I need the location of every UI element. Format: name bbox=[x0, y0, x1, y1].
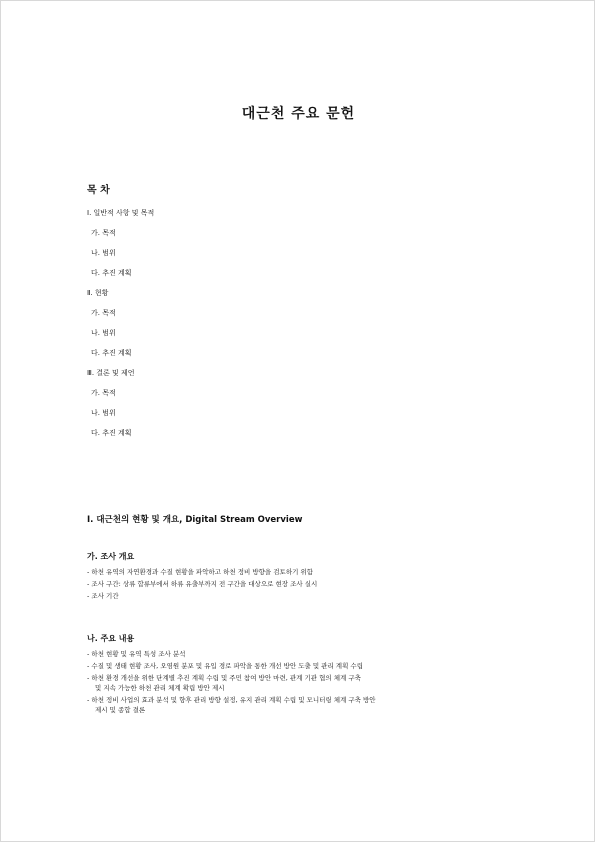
bullet-item bbox=[87, 696, 517, 714]
section-title: Ⅰ. 대근천의 현황 및 개요, Digital Stream Overview bbox=[87, 515, 303, 525]
bullet-item bbox=[87, 592, 517, 600]
toc-item: Ⅱ. 현황 bbox=[87, 289, 109, 297]
bullet-continuation: 및 지속 가능한 하천 관리 체계 확립 방안 제시 bbox=[95, 684, 225, 692]
toc-item: Ⅰ. 일반적 사항 및 목적 bbox=[87, 209, 155, 217]
bullet-item bbox=[87, 674, 517, 692]
toc-item: 나. 범위 bbox=[91, 329, 116, 337]
subsection-bullets bbox=[87, 650, 517, 714]
toc-item: 가. 목적 bbox=[91, 309, 116, 317]
subsection-bullets bbox=[87, 568, 517, 600]
toc-item: 다. 추진 계획 bbox=[91, 349, 132, 357]
toc-list bbox=[87, 208, 507, 438]
toc-item: 가. 목적 bbox=[91, 229, 116, 237]
bullet-continuation: 제시 및 종합 결론 bbox=[95, 706, 146, 714]
toc-item: 나. 범위 bbox=[91, 409, 116, 417]
toc-item: 가. 목적 bbox=[91, 389, 116, 397]
bullet-text: - 수질 및 생태 현황 조사, 오염원 분포 및 유입 경로 파악을 통한 개선 방안 도출 및 관리 계획 수립 bbox=[87, 662, 363, 670]
bullet-item bbox=[87, 580, 517, 588]
subsection-heading: 나. 주요 내용 bbox=[87, 634, 135, 643]
toc-item: 다. 추진 계획 bbox=[91, 269, 132, 277]
bullet-text: - 하천 유역의 자연환경과 수질 현황을 파악하고 하천 정비 방향을 검토하기 위함 bbox=[87, 568, 314, 576]
bullet-text: - 하천 정비 사업의 효과 분석 및 향후 관리 방향 설정, 유지 관리 계획 수립 및 모니터링 체계 구축 방안 bbox=[87, 696, 376, 704]
bullet-item bbox=[87, 650, 517, 658]
table-of-contents bbox=[87, 181, 507, 448]
toc-item: 나. 범위 bbox=[91, 249, 116, 257]
page-title: 대근천 주요 문헌 bbox=[241, 106, 356, 122]
subsection-2 bbox=[87, 633, 517, 718]
bullet-item bbox=[87, 568, 517, 576]
subsection-1 bbox=[87, 551, 517, 604]
bullet-text: - 하천 현황 및 유역 특성 조사 분석 bbox=[87, 650, 186, 658]
toc-heading: 목 차 bbox=[87, 185, 110, 196]
toc-item: Ⅲ. 결론 및 제언 bbox=[87, 369, 135, 377]
bullet-text: - 하천 환경 개선을 위한 단계별 추진 계획 수립 및 주민 참여 방안 마련, 관계 기관 협의 체계 구축 bbox=[87, 674, 361, 682]
bullet-text: - 조사 구간: 상류 합류부에서 하류 유출부까지 전 구간을 대상으로 현장 조사 실시 bbox=[87, 580, 318, 588]
bullet-text: - 조사 기간 bbox=[87, 592, 119, 600]
subsection-heading: 가. 조사 개요 bbox=[87, 552, 135, 561]
bullet-item bbox=[87, 662, 517, 670]
toc-item: 다. 추진 계획 bbox=[91, 429, 132, 437]
section-1 bbox=[87, 513, 517, 525]
